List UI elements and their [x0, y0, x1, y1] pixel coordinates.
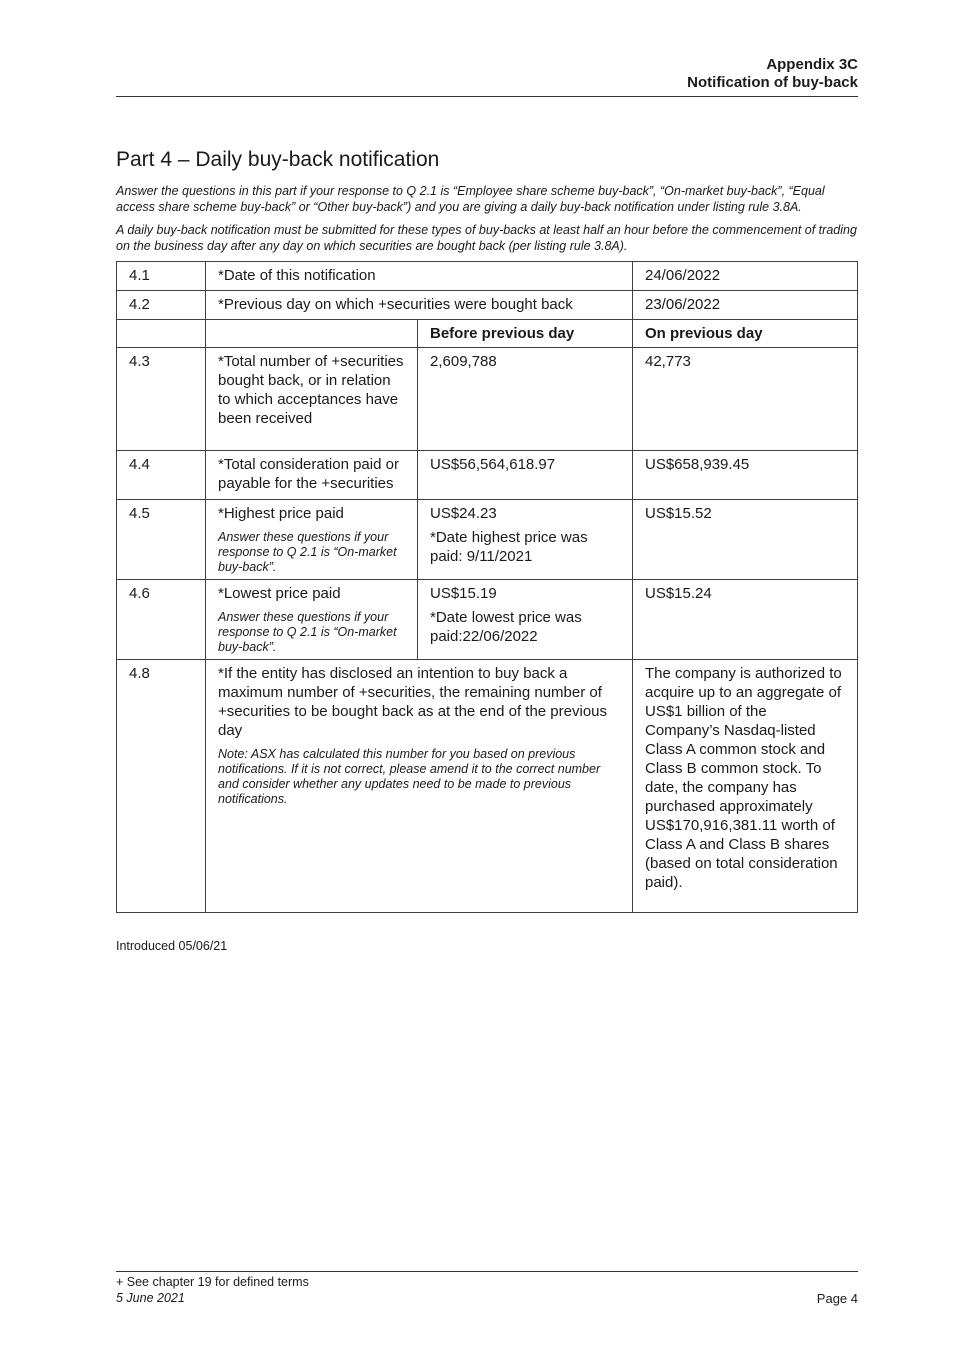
cell-4-3-on-value: 42,773: [633, 348, 858, 451]
page-content: [116, 0, 858, 953]
cell-4-3-number: 4.3: [117, 348, 206, 451]
cell-4-5-on-value: US$15.52: [633, 500, 858, 580]
row-4-5: [117, 500, 858, 580]
footer-date: 5 June 2021: [116, 1290, 185, 1305]
column-header-row: [117, 320, 858, 348]
footer-defined-terms: + See chapter 19 for defined terms: [116, 1275, 309, 1289]
row-4-6: [117, 580, 858, 660]
cell-4-6-number: 4.6: [117, 580, 206, 660]
cell-4-2-label: *Previous day on which +securities were bought back: [206, 291, 633, 320]
intro-paragraph-1: Answer the questions in this part if your response to Q 2.1 is “Employee share scheme buy-back”, “On-market buy-back”, “Equal access share scheme buy-back” or “Other buy-back”) and you are giving a daily buy-back notification under listing rule 3.8A.: [116, 184, 825, 214]
buyback-table: [116, 261, 858, 913]
cell-4-2-number: 4.2: [117, 291, 206, 320]
row-4-4: [117, 451, 858, 500]
cell-4-4-number: 4.4: [117, 451, 206, 500]
cell-4-4-before-value: US$56,564,618.97: [418, 451, 633, 500]
row-4-2: [117, 291, 858, 320]
cell-4-5-label-cell: [206, 500, 418, 580]
row-4-1: [117, 262, 858, 291]
cell-4-4-label: *Total consideration paid or payable for the +securities: [206, 451, 418, 500]
cell-4-8-answer: The company is authorized to acquire up to an aggregate of US$1 billion of the Company’s Nasdaq-listed Class A common stock and Class B common stock. To date, the company has purchased approximately US$170,916,381.11 worth of Class A and Class B shares (based on total consideration paid).: [633, 660, 858, 913]
cell-4-8-label-cell: [206, 660, 633, 913]
cell-4-8-note: Note: ASX has calculated this number for you based on previous notifications. If it is not correct, please amend it to the correct number and consider whether any updates need to be made to previous notifications.: [218, 747, 601, 806]
column-header-before-previous-day: Before previous day: [418, 320, 633, 348]
cell-4-5-note: Answer these questions if your response to Q 2.1 is “On-market buy-back”.: [218, 530, 397, 574]
cell-4-8-number: 4.8: [117, 660, 206, 913]
cell-4-6-label-cell: [206, 580, 418, 660]
cell-4-1-label: *Date of this notification: [206, 262, 633, 291]
cell-4-3-before-value: 2,609,788: [418, 348, 633, 451]
row-4-3: [117, 348, 858, 451]
footer-left: [116, 1275, 309, 1306]
appendix-label: Appendix 3C: [766, 56, 858, 73]
cell-4-6-note: Answer these questions if your response to Q 2.1 is “On-market buy-back”.: [218, 610, 397, 654]
cell-4-5-before-date: *Date highest price was paid: 9/11/2021: [430, 529, 588, 565]
doc-header: [116, 0, 858, 97]
footer-page-number: Page 4: [816, 1291, 858, 1306]
cell-4-4-on-value: US$658,939.45: [633, 451, 858, 500]
cell-4-6-before-price: US$15.19: [430, 585, 497, 602]
cell-4-6-before-date: *Date lowest price was paid:22/06/2022: [430, 609, 582, 645]
cell-4-3-label: *Total number of +securities bought back, or in relation to which acceptances have been received: [206, 348, 418, 451]
cell-4-5-label: *Highest price paid: [218, 505, 344, 522]
cell-4-8-label: *If the entity has disclosed an intention to buy back a maximum number of +securities, the remaining number of +securities to be bought back as at the end of the previous day: [218, 665, 608, 739]
cell-4-1-number: 4.1: [117, 262, 206, 291]
cell-4-6-before-cell: [418, 580, 633, 660]
page-footer: [116, 1271, 858, 1306]
row-4-8: [117, 660, 858, 913]
cell-4-5-before-price: US$24.23: [430, 505, 497, 522]
cell-4-6-label: *Lowest price paid: [218, 585, 341, 602]
page-title: Part 4 – Daily buy-back notification: [116, 148, 440, 171]
cell-4-2-value: 23/06/2022: [633, 291, 858, 320]
header-empty-label-cell: [206, 320, 418, 348]
cell-4-1-value: 24/06/2022: [633, 262, 858, 291]
cell-4-5-before-cell: [418, 500, 633, 580]
header-empty-number-cell: [117, 320, 206, 348]
column-header-on-previous-day: On previous day: [633, 320, 858, 348]
cell-4-5-number: 4.5: [117, 500, 206, 580]
intro-section: [116, 184, 858, 254]
intro-paragraph-2: A daily buy-back notification must be submitted for these types of buy-backs at least half an hour before the commencement of trading on the business day after any day on which securities are bought back (per listing rule 3.8A).: [116, 223, 857, 253]
cell-4-6-on-value: US$15.24: [633, 580, 858, 660]
introduced-note: Introduced 05/06/21: [116, 939, 228, 953]
doc-subtitle: Notification of buy-back: [687, 74, 858, 91]
